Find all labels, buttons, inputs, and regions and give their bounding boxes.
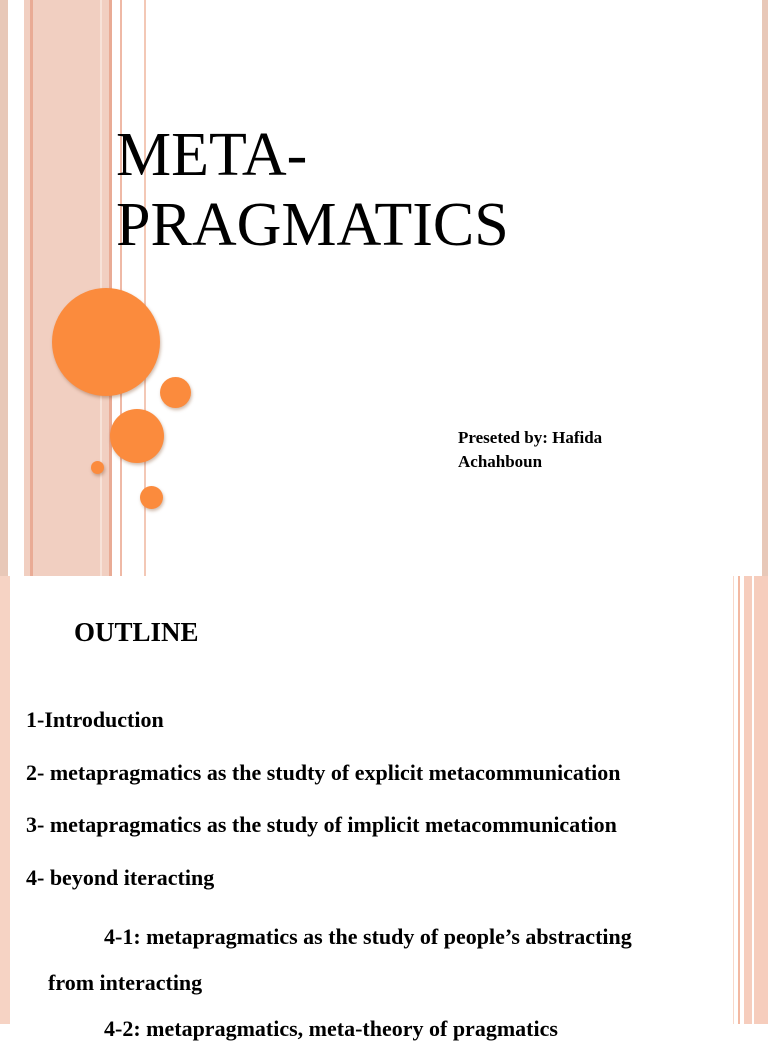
vertical-stripe-decoration	[752, 576, 754, 1024]
outline-subitem: 4-2: metapragmatics, meta-theory of pragmatics	[104, 1016, 558, 1042]
slide-title-line: META-	[116, 121, 308, 189]
outline-subitem	[26, 914, 736, 1006]
slide-edge-decoration	[0, 0, 8, 576]
presenter-line: Achahboun	[458, 452, 543, 471]
large-circle-decoration	[52, 288, 160, 396]
presenter-line: Preseted by: Hafida	[458, 428, 603, 447]
outline-subitem-text: 4-1: metapragmatics as the study of people’s abstracting	[104, 924, 632, 950]
slide-title-line: PRAGMATICS	[116, 191, 509, 259]
outline-slide	[0, 576, 768, 1042]
vertical-stripe-decoration	[738, 576, 740, 1024]
medium-circle-decoration	[110, 409, 164, 463]
outline-list	[26, 704, 736, 1052]
outline-item: 2- metapragmatics as the studty of explicit metacommunication	[26, 759, 621, 785]
outline-item: 4- beyond iteracting	[26, 864, 215, 890]
outline-subitem-continuation: from interacting	[48, 970, 203, 996]
slide-edge-decoration	[0, 576, 10, 1024]
presenter-credit	[458, 426, 698, 474]
slide-title	[116, 120, 716, 260]
small-circle-decoration	[140, 486, 163, 509]
outline-item: 1-Introduction	[26, 707, 164, 732]
small-circle-decoration	[160, 377, 191, 408]
vertical-band-decoration	[744, 576, 768, 1024]
tiny-circle-decoration	[91, 461, 104, 474]
outline-item: 3- metapragmatics as the study of implicit metacommunication	[26, 812, 617, 838]
outline-heading: OUTLINE	[74, 617, 199, 647]
vertical-stripe-decoration	[30, 0, 33, 576]
vertical-stripe-decoration	[120, 0, 122, 576]
slide-edge-decoration	[762, 0, 768, 576]
